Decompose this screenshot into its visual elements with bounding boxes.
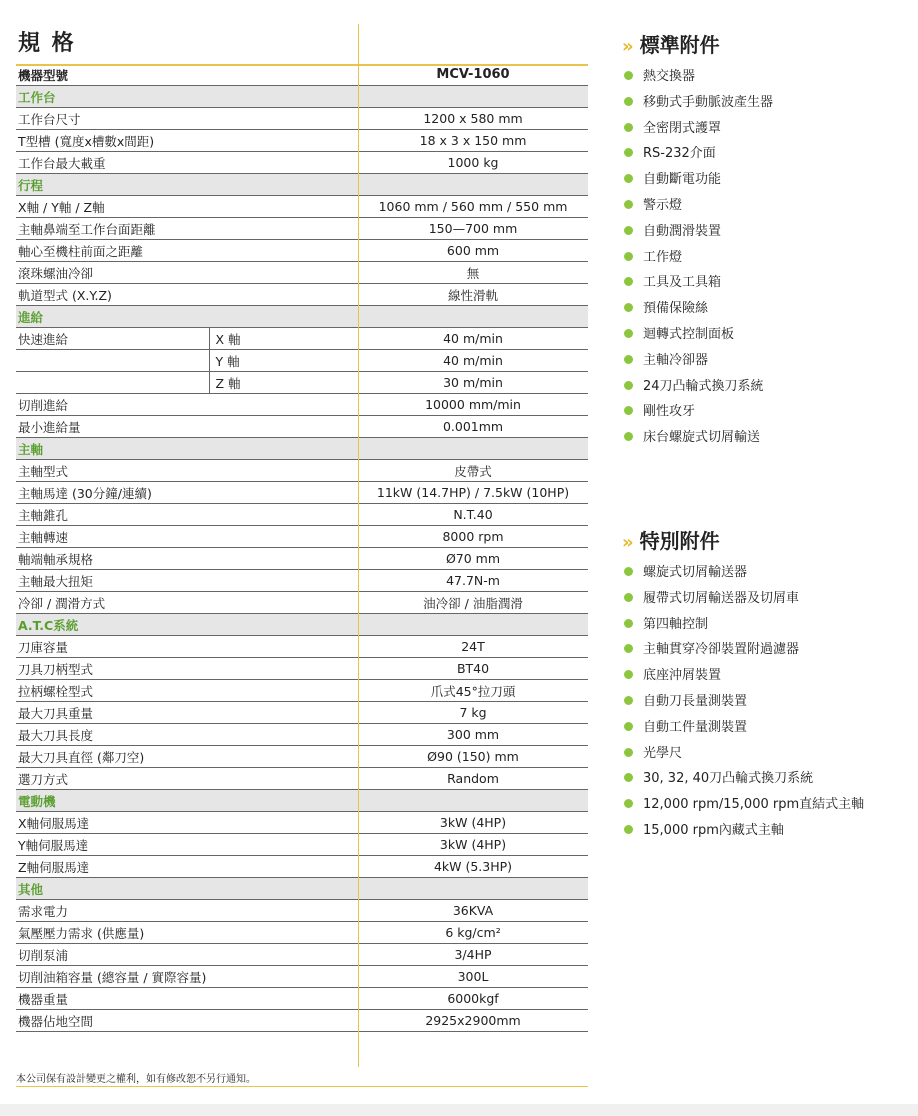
special-title-text: 特別附件 bbox=[639, 529, 720, 553]
axis-label: Y 軸 bbox=[209, 350, 358, 372]
spec-title: 規 格 bbox=[18, 31, 76, 56]
bullet-icon bbox=[624, 773, 633, 782]
footer-divider bbox=[16, 1086, 588, 1087]
chevron-icon: » bbox=[622, 36, 634, 57]
model-row bbox=[16, 64, 588, 86]
spec-value: 3kW (4HP) bbox=[358, 834, 588, 856]
section-value bbox=[358, 86, 588, 108]
spec-value: 24T bbox=[358, 636, 588, 658]
spec-row bbox=[16, 526, 588, 548]
bullet-icon bbox=[624, 277, 633, 286]
spec-value: 300L bbox=[358, 966, 588, 988]
section-header-row bbox=[16, 306, 588, 328]
accessory-item bbox=[622, 586, 912, 612]
section-label: 其他 bbox=[16, 878, 358, 900]
spec-row bbox=[16, 548, 588, 570]
bullet-icon bbox=[624, 406, 633, 415]
bottom-band bbox=[0, 1104, 918, 1116]
model-label: 機器型號 bbox=[16, 64, 358, 86]
accessory-item bbox=[622, 560, 912, 586]
special-accessories-title bbox=[622, 526, 912, 556]
spec-value: 3kW (4HP) bbox=[358, 812, 588, 834]
spec-label: 主軸錐孔 bbox=[16, 504, 358, 526]
spec-label: 切削進給 bbox=[16, 394, 358, 416]
spec-label: 最大刀具重量 bbox=[16, 702, 358, 724]
spec-subrow bbox=[16, 350, 588, 372]
accessory-label: 全密閉式護罩 bbox=[643, 120, 722, 136]
spec-row bbox=[16, 680, 588, 702]
accessory-item bbox=[622, 193, 912, 219]
spec-table-panel bbox=[16, 24, 588, 1032]
accessory-label: 預備保險絲 bbox=[643, 301, 709, 317]
bullet-icon bbox=[624, 355, 633, 364]
bullet-icon bbox=[624, 252, 633, 261]
special-accessories-list bbox=[622, 560, 912, 844]
bullet-icon bbox=[624, 432, 633, 441]
section-value bbox=[358, 878, 588, 900]
spec-label: 快速進給 bbox=[16, 328, 209, 350]
accessory-label: 自動斷電功能 bbox=[643, 172, 722, 188]
spec-value: 1060 mm / 560 mm / 550 mm bbox=[358, 196, 588, 218]
accessory-item bbox=[622, 322, 912, 348]
section-label: A.T.C系統 bbox=[16, 614, 358, 636]
spec-label: 氣壓壓力需求 (供應量) bbox=[16, 922, 358, 944]
spec-label: 軸端軸承規格 bbox=[16, 548, 358, 570]
column-divider bbox=[358, 24, 359, 1067]
bullet-icon bbox=[624, 593, 633, 602]
spec-value: 6000kgf bbox=[358, 988, 588, 1010]
section-header-row bbox=[16, 174, 588, 196]
accessory-item bbox=[622, 270, 912, 296]
standard-title-text: 標準附件 bbox=[639, 33, 720, 57]
accessory-item bbox=[622, 612, 912, 638]
spec-label: 機器佔地空間 bbox=[16, 1010, 358, 1032]
accessory-item bbox=[622, 141, 912, 167]
section-label: 行程 bbox=[16, 174, 358, 196]
section-label: 工作台 bbox=[16, 86, 358, 108]
spec-value: 40 m/min bbox=[358, 350, 588, 372]
spec-row bbox=[16, 658, 588, 680]
accessory-label: 熱交換器 bbox=[643, 69, 696, 84]
axis-label: X 軸 bbox=[209, 328, 358, 350]
spec-label: 主軸型式 bbox=[16, 460, 358, 482]
accessory-label: 自動刀長量測裝置 bbox=[643, 693, 748, 709]
spec-label: 工作台尺寸 bbox=[16, 108, 358, 130]
section-header-row bbox=[16, 438, 588, 460]
accessory-item bbox=[622, 766, 912, 792]
bullet-icon bbox=[624, 71, 633, 80]
spec-value: 18 x 3 x 150 mm bbox=[358, 130, 588, 152]
spec-label: 主軸鼻端至工作台面距離 bbox=[16, 218, 358, 240]
spec-label: 軸心至機柱前面之距離 bbox=[16, 240, 358, 262]
section-label: 進給 bbox=[16, 306, 358, 328]
spec-value: 30 m/min bbox=[358, 372, 588, 394]
standard-accessories-title bbox=[622, 30, 912, 60]
spec-label: 冷卻 / 潤滑方式 bbox=[16, 592, 358, 614]
accessory-item bbox=[622, 167, 912, 193]
spec-value: Ø90 (150) mm bbox=[358, 746, 588, 768]
accessory-item bbox=[622, 64, 912, 90]
bullet-icon bbox=[624, 329, 633, 338]
spec-row bbox=[16, 988, 588, 1010]
accessory-item bbox=[622, 116, 912, 142]
accessory-item bbox=[622, 219, 912, 245]
bullet-icon bbox=[624, 303, 633, 312]
accessory-item bbox=[622, 348, 912, 374]
spec-value: 0.001mm bbox=[358, 416, 588, 438]
accessory-item bbox=[622, 374, 912, 400]
spec-row bbox=[16, 152, 588, 174]
section-value bbox=[358, 614, 588, 636]
accessory-label: 主軸貫穿冷卻裝置附過濾器 bbox=[643, 642, 800, 658]
spec-label: Y軸伺服馬達 bbox=[16, 834, 358, 856]
spec-subrow bbox=[16, 372, 588, 394]
spec-value: 11kW (14.7HP) / 7.5kW (10HP) bbox=[358, 482, 588, 504]
accessory-label: 光學尺 bbox=[643, 745, 683, 761]
spec-label: X軸伺服馬達 bbox=[16, 812, 358, 834]
bullet-icon bbox=[624, 381, 633, 390]
spec-value: N.T.40 bbox=[358, 504, 588, 526]
spec-value: 150—700 mm bbox=[358, 218, 588, 240]
spec-row bbox=[16, 724, 588, 746]
spec-row bbox=[16, 592, 588, 614]
section-label: 主軸 bbox=[16, 438, 358, 460]
accessory-label: 螺旋式切屑輸送器 bbox=[643, 565, 748, 580]
accessory-label: 24刀凸輪式換刀系統 bbox=[643, 378, 764, 394]
spec-label: 最小進給量 bbox=[16, 416, 358, 438]
bullet-icon bbox=[624, 799, 633, 808]
spec-row bbox=[16, 746, 588, 768]
spec-label: 拉柄螺栓型式 bbox=[16, 680, 358, 702]
accessory-item bbox=[622, 399, 912, 425]
accessory-label: 自動潤滑裝置 bbox=[643, 223, 722, 239]
spec-row bbox=[16, 1010, 588, 1032]
accessory-label: 床台螺旋式切屑輸送 bbox=[643, 430, 761, 446]
accessory-item bbox=[622, 715, 912, 741]
spec-label: X軸 / Y軸 / Z軸 bbox=[16, 196, 358, 218]
spec-label: 切削油箱容量 (總容量 / 實際容量) bbox=[16, 966, 358, 988]
spec-row bbox=[16, 262, 588, 284]
accessory-item bbox=[622, 637, 912, 663]
spec-value: 油冷卻 / 油脂潤滑 bbox=[358, 592, 588, 614]
spec-row bbox=[16, 812, 588, 834]
spec-row bbox=[16, 636, 588, 658]
spec-value: 4kW (5.3HP) bbox=[358, 856, 588, 878]
footnote: 本公司保有設計變更之權利，如有修改恕不另行通知。 bbox=[16, 1074, 256, 1085]
spec-value: 8000 rpm bbox=[358, 526, 588, 548]
spec-row bbox=[16, 504, 588, 526]
spec-row bbox=[16, 702, 588, 724]
spec-row bbox=[16, 570, 588, 592]
spec-value: 線性滑軌 bbox=[358, 284, 588, 306]
section-value bbox=[358, 790, 588, 812]
spec-label bbox=[16, 372, 209, 394]
accessory-label: 15,000 rpm內藏式主軸 bbox=[643, 822, 784, 838]
spec-row bbox=[16, 394, 588, 416]
bullet-icon bbox=[624, 696, 633, 705]
spec-label: Z軸伺服馬達 bbox=[16, 856, 358, 878]
spec-row bbox=[16, 416, 588, 438]
section-header-row bbox=[16, 86, 588, 108]
accessory-item bbox=[622, 792, 912, 818]
spec-row bbox=[16, 482, 588, 504]
bullet-icon bbox=[624, 97, 633, 106]
bullet-icon bbox=[624, 200, 633, 209]
accessory-item bbox=[622, 818, 912, 844]
accessory-item bbox=[622, 90, 912, 116]
spec-value: 300 mm bbox=[358, 724, 588, 746]
axis-label: Z 軸 bbox=[209, 372, 358, 394]
spec-row bbox=[16, 460, 588, 482]
spec-row bbox=[16, 922, 588, 944]
spec-row bbox=[16, 856, 588, 878]
spec-value: 47.7N-m bbox=[358, 570, 588, 592]
spec-value: 爪式45°拉刀頭 bbox=[358, 680, 588, 702]
spec-label: 工作台最大載重 bbox=[16, 152, 358, 174]
section-value bbox=[358, 306, 588, 328]
spec-value: Ø70 mm bbox=[358, 548, 588, 570]
spec-label: 刀庫容量 bbox=[16, 636, 358, 658]
spec-value: 7 kg bbox=[358, 702, 588, 724]
spec-label: T型槽 (寬度x槽數x間距) bbox=[16, 130, 358, 152]
bullet-icon bbox=[624, 123, 633, 132]
accessory-label: 迴轉式控制面板 bbox=[643, 326, 735, 342]
spec-value: 40 m/min bbox=[358, 328, 588, 350]
accessory-label: 第四軸控制 bbox=[643, 616, 709, 632]
section-header-row bbox=[16, 878, 588, 900]
chevron-icon: » bbox=[622, 532, 634, 553]
accessory-item bbox=[622, 245, 912, 271]
spec-value: 皮帶式 bbox=[358, 460, 588, 482]
accessory-label: 移動式手動脈波產生器 bbox=[643, 94, 774, 110]
accessory-item bbox=[622, 296, 912, 322]
accessory-label: 自動工件量測裝置 bbox=[643, 719, 748, 735]
spec-value: 3/4HP bbox=[358, 944, 588, 966]
spec-value: 1000 kg bbox=[358, 152, 588, 174]
spec-row bbox=[16, 284, 588, 306]
spec-label: 滾珠螺油冷卻 bbox=[16, 262, 358, 284]
spec-row bbox=[16, 108, 588, 130]
spec-value: 2925x2900mm bbox=[358, 1010, 588, 1032]
standard-accessories-list bbox=[622, 64, 912, 451]
accessory-label: 警示燈 bbox=[643, 197, 683, 213]
accessory-label: 12,000 rpm/15,000 rpm直結式主軸 bbox=[643, 797, 865, 813]
spec-table bbox=[16, 64, 588, 1032]
spec-value: 600 mm bbox=[358, 240, 588, 262]
spec-value: 無 bbox=[358, 262, 588, 284]
bullet-icon bbox=[624, 619, 633, 628]
bullet-icon bbox=[624, 148, 633, 157]
accessory-label: 工作燈 bbox=[643, 249, 683, 265]
spec-row bbox=[16, 900, 588, 922]
accessory-label: 30, 32, 40刀凸輪式換刀系統 bbox=[643, 771, 814, 787]
model-value: MCV-1060 bbox=[358, 64, 588, 86]
bullet-icon bbox=[624, 174, 633, 183]
accessory-item bbox=[622, 741, 912, 767]
spec-row bbox=[16, 218, 588, 240]
accessory-label: 剛性攻牙 bbox=[643, 404, 696, 420]
spec-row bbox=[16, 130, 588, 152]
special-accessories bbox=[622, 526, 912, 844]
spec-label: 最大刀具長度 bbox=[16, 724, 358, 746]
accessory-label: 履帶式切屑輸送器及切屑車 bbox=[643, 590, 800, 606]
spec-value: 10000 mm/min bbox=[358, 394, 588, 416]
section-header-row bbox=[16, 614, 588, 636]
accessory-label: 底座沖屑裝置 bbox=[643, 668, 722, 684]
title-divider bbox=[16, 64, 588, 66]
spec-value: Random bbox=[358, 768, 588, 790]
spec-label: 軌道型式 (X.Y.Z) bbox=[16, 284, 358, 306]
spec-value: 1200 x 580 mm bbox=[358, 108, 588, 130]
spec-value: BT40 bbox=[358, 658, 588, 680]
spec-value: 6 kg/cm² bbox=[358, 922, 588, 944]
spec-label: 主軸轉速 bbox=[16, 526, 358, 548]
bullet-icon bbox=[624, 644, 633, 653]
bullet-icon bbox=[624, 567, 633, 576]
section-value bbox=[358, 438, 588, 460]
section-value bbox=[358, 174, 588, 196]
spec-label: 最大刀具直徑 (鄰刀空) bbox=[16, 746, 358, 768]
spec-label: 需求電力 bbox=[16, 900, 358, 922]
section-header-row bbox=[16, 790, 588, 812]
accessory-label: RS-232介面 bbox=[643, 146, 716, 162]
accessory-item bbox=[622, 425, 912, 451]
accessory-item bbox=[622, 663, 912, 689]
standard-accessories bbox=[622, 30, 912, 451]
spec-label: 主軸最大扭矩 bbox=[16, 570, 358, 592]
spec-label: 主軸馬達 (30分鐘/連續) bbox=[16, 482, 358, 504]
spec-label: 機器重量 bbox=[16, 988, 358, 1010]
spec-label: 選刀方式 bbox=[16, 768, 358, 790]
section-label: 電動機 bbox=[16, 790, 358, 812]
spec-row bbox=[16, 944, 588, 966]
accessory-label: 主軸冷卻器 bbox=[643, 352, 709, 368]
spec-label: 刀具刀柄型式 bbox=[16, 658, 358, 680]
spec-row bbox=[16, 834, 588, 856]
accessory-item bbox=[622, 689, 912, 715]
bullet-icon bbox=[624, 722, 633, 731]
spec-label: 切削泵浦 bbox=[16, 944, 358, 966]
bullet-icon bbox=[624, 670, 633, 679]
spec-row bbox=[16, 966, 588, 988]
spec-row bbox=[16, 768, 588, 790]
spec-row bbox=[16, 240, 588, 262]
spec-subrow bbox=[16, 328, 588, 350]
spec-row bbox=[16, 196, 588, 218]
bullet-icon bbox=[624, 748, 633, 757]
spec-value: 36KVA bbox=[358, 900, 588, 922]
accessory-label: 工具及工具箱 bbox=[643, 275, 722, 291]
spec-label bbox=[16, 350, 209, 372]
bullet-icon bbox=[624, 226, 633, 235]
bullet-icon bbox=[624, 825, 633, 834]
